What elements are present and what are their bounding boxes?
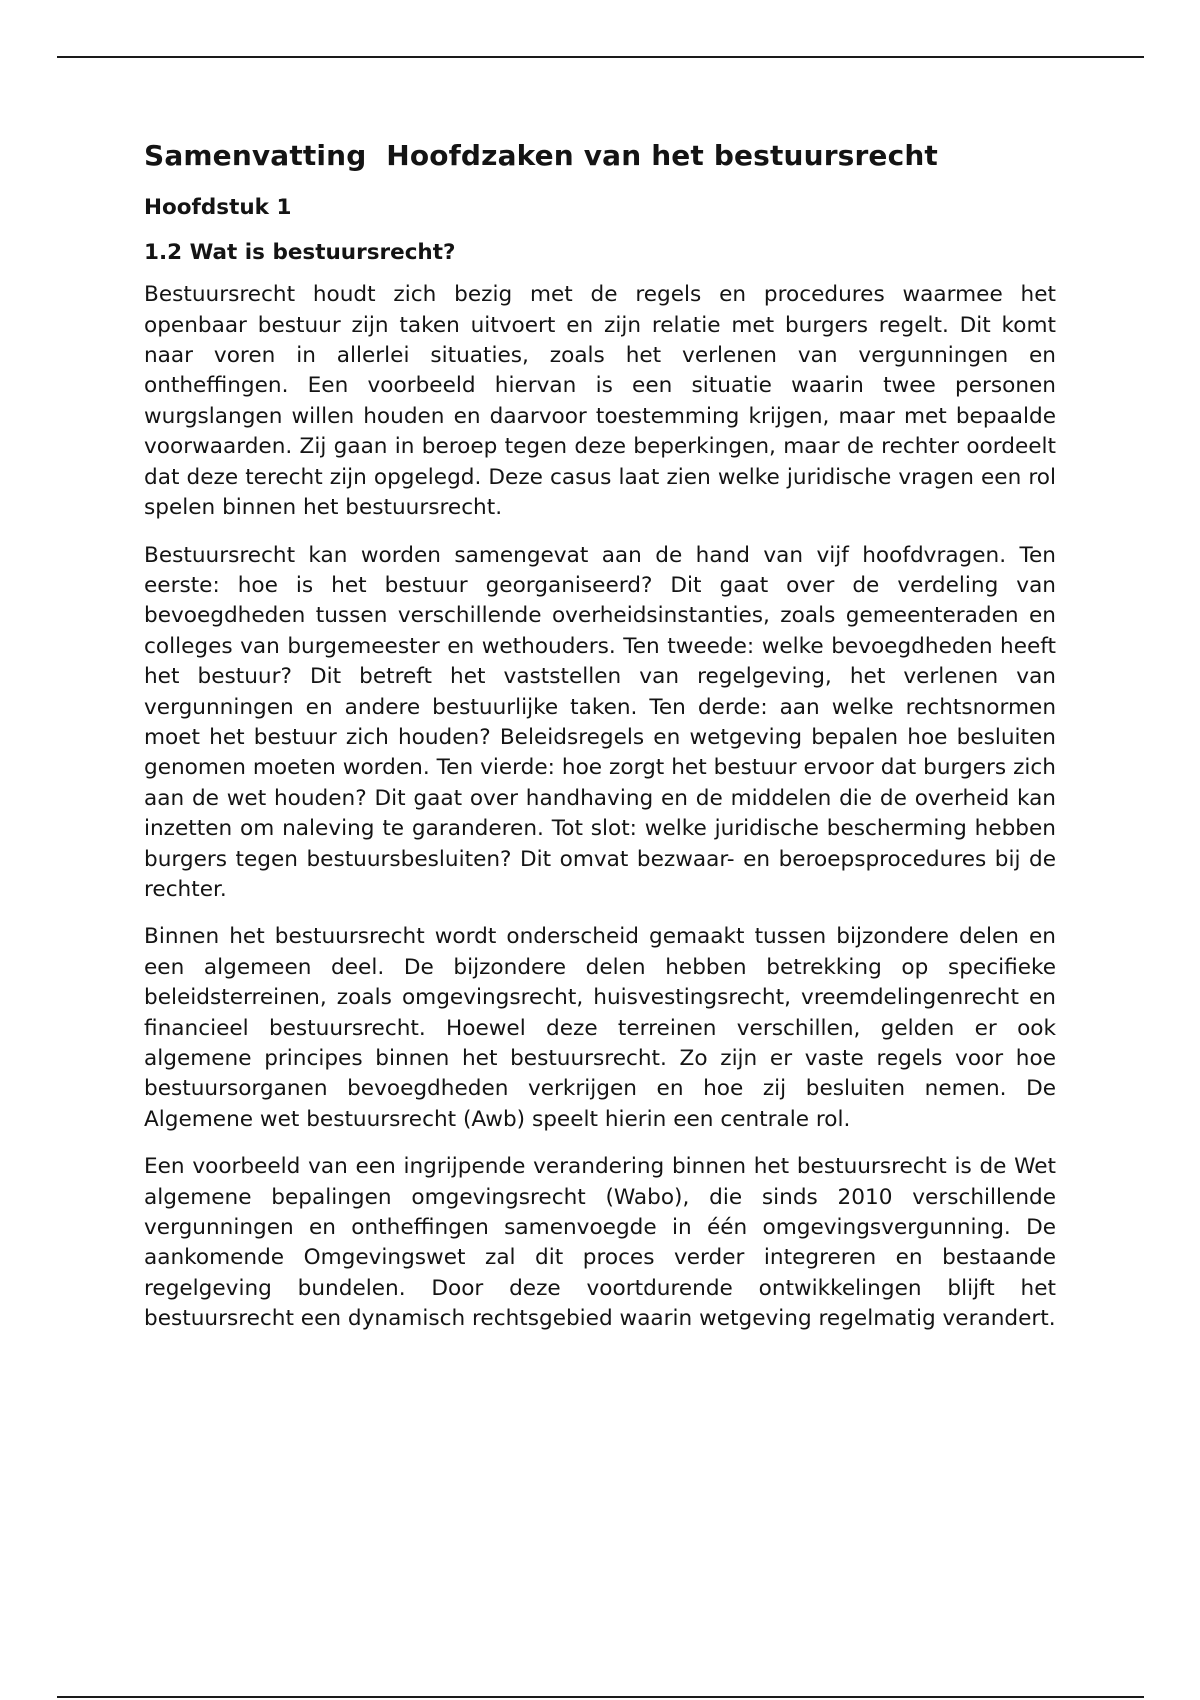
- section-heading: 1.2 Wat is bestuursrecht?: [144, 240, 456, 266]
- body-paragraph-2: Bestuursrecht kan worden samengevat aan de hand van vijf hoofdvragen. Ten eerste: hoe is het bestuur georganiseerd? Dit gaat over de verdeling van bevoegdheden tussen verschillende overheidsinstanties, zoals gemeenteraden en colleges van burgemeester en wethouders. Ten tweede: welke bevoegdheden heeft het bestuur? Dit betreft het vaststellen van regelgeving, het verlenen van vergunningen en andere bestuurlijke taken. Ten derde: aan welke rechtsnormen moet het bestuur zich houden? Beleidsregels en wetgeving bepalen hoe besluiten genomen moeten worden. Ten vierde: hoe zorgt het bestuur ervoor dat burgers zich aan de wet houden? Dit gaat over handhaving en de middelen die de overheid kan inzetten om naleving te garanderen. Tot slot: welke juridische bescherming hebben burgers tegen bestuursbesluiten? Dit omvat bezwaar- en beroepsprocedures bij de rechter.: [144, 542, 1056, 902]
- document-title: Samenvatting Hoofdzaken van het bestuursrecht: [144, 139, 938, 172]
- body-paragraph-3: Binnen het bestuursrecht wordt onderscheid gemaakt tussen bijzondere delen en een algemeen deel. De bijzondere delen hebben betrekking op specifieke beleidsterreinen, zoals omgevingsrecht, huisvestingsrecht, vreemdelingenrecht en financieel bestuursrecht. Hoewel deze terreinen verschillen, gelden er ook algemene principes binnen het bestuursrecht. Zo zijn er vaste regels voor hoe bestuursorganen bevoegdheden verkrijgen en hoe zij besluiten nemen. De Algemene wet bestuursrecht (Awb) speelt hierin een centrale rol.: [144, 924, 1056, 1132]
- header-rule: [57, 56, 1144, 58]
- page-content: [144, 138, 1056, 1352]
- body-paragraph-1: Bestuursrecht houdt zich bezig met de regels en procedures waarmee het openbaar bestuur zijn taken uitvoert en zijn relatie met burgers regelt. Dit komt naar voren in allerlei situaties, zoals het verlenen van vergunningen en ontheffingen. Een voorbeeld hiervan is een situatie waarin twee personen wurgslangen willen houden en daarvoor toestemming krijgen, maar met bepaalde voorwaarden. Zij gaan in beroep tegen deze beperkingen, maar de rechter oordeelt dat deze terecht zijn opgelegd. Deze casus laat zien welke juridische vragen een rol spelen binnen het bestuursrecht.: [144, 282, 1056, 521]
- body-paragraph-4: Een voorbeeld van een ingrijpende verandering binnen het bestuursrecht is de Wet algemene bepalingen omgevingsrecht (Wabo), die sinds 2010 verschillende vergunningen en ontheffingen samenvoegde in één omgevingsvergunning. De aankomende Omgevingswet zal dit proces verder integreren en bestaande regelgeving bundelen. Door deze voortdurende ontwikkelingen blijft het bestuursrecht een dynamisch rechtsgebied waarin wetgeving regelmatig verandert.: [144, 1154, 1056, 1332]
- chapter-heading: Hoofdstuk 1: [144, 195, 292, 221]
- footer-rule: [57, 1696, 1144, 1698]
